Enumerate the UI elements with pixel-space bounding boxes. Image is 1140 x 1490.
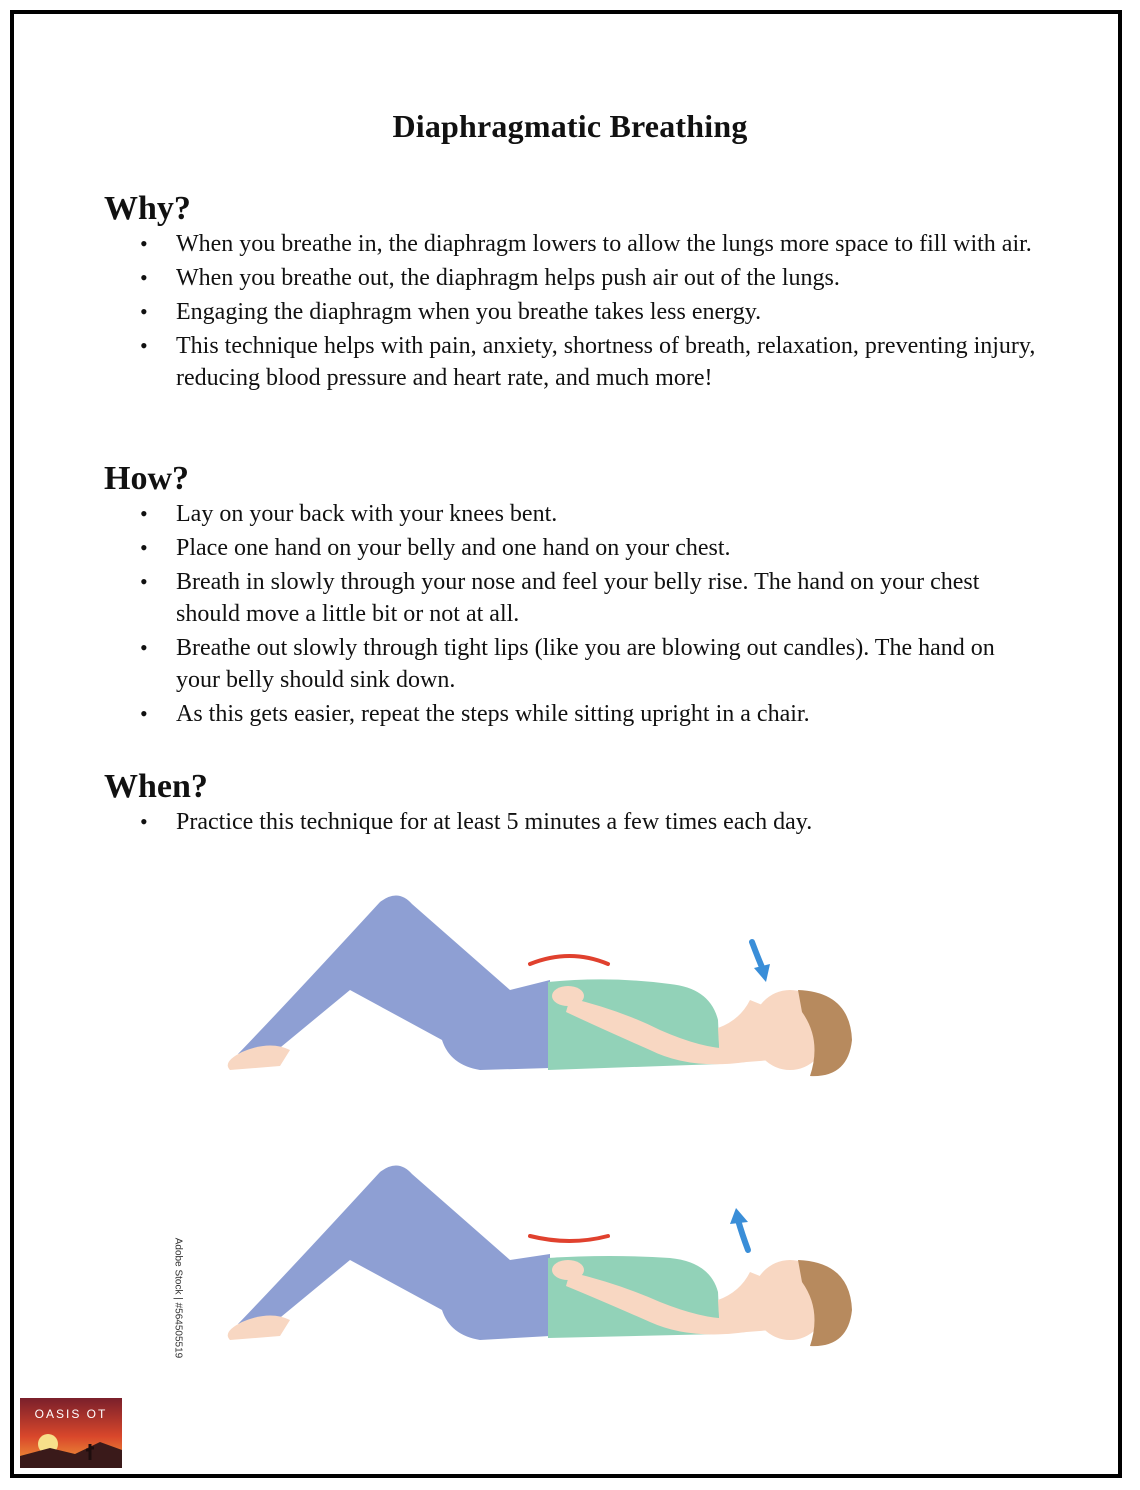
bullet-marker: • (140, 231, 148, 256)
breathe-in-illustration (150, 880, 870, 1090)
hand (552, 1260, 584, 1280)
list-item (104, 330, 1044, 394)
list-item (104, 698, 1044, 730)
section-heading: How? (104, 460, 189, 497)
foot (228, 1315, 290, 1340)
list-item (104, 632, 1044, 696)
section-heading: Why? (104, 190, 191, 227)
list-item-text: Engaging the diaphragm when you breathe takes less energy. (176, 299, 762, 325)
arrow-down-icon (752, 942, 770, 982)
bullet-marker: • (140, 635, 148, 660)
list-item-text: This technique helps with pain, anxiety, shortness of breath, relaxation, preventing injury, reducing blood pressure and heart rate, and much more! (176, 333, 1036, 391)
arrow-up-icon (730, 1208, 748, 1250)
section-heading: When? (104, 768, 208, 805)
list-item (104, 532, 1044, 564)
list-item-text: As this gets easier, repeat the steps while sitting upright in a chair. (176, 701, 810, 727)
list-item (104, 296, 1044, 328)
legs (238, 1165, 550, 1340)
bullet-marker: • (140, 333, 148, 358)
logo-text: OASIS OT (34, 1407, 108, 1421)
list-item-text: Lay on your back with your knees bent. (176, 501, 558, 527)
hand (552, 986, 584, 1006)
list-item-text: Breathe out slowly through tight lips (like you are blowing out candles). The hand on your belly should sink down. (176, 635, 995, 693)
section-why (104, 190, 1044, 396)
list-item-text: Breath in slowly through your nose and feel your belly rise. The hand on your chest should move a little bit or not at all. (176, 569, 980, 627)
bullet-marker: • (140, 299, 148, 324)
list-item (104, 566, 1044, 630)
list-item-text: When you breathe out, the diaphragm helps push air out of the lungs. (176, 265, 840, 291)
bullet-marker: • (140, 535, 148, 560)
page-title: Diaphragmatic Breathing (392, 108, 748, 144)
bullet-list (104, 806, 1044, 838)
belly-sink-arc-icon (530, 1236, 608, 1241)
section-when (104, 768, 1044, 840)
list-item (104, 806, 1044, 838)
bullet-marker: • (140, 701, 148, 726)
bullet-marker: • (140, 501, 148, 526)
bullet-marker: • (140, 809, 148, 834)
list-item (104, 262, 1044, 294)
legs (238, 895, 550, 1070)
list-item (104, 228, 1044, 260)
bullet-marker: • (140, 265, 148, 290)
bullet-marker: • (140, 569, 148, 594)
section-how (104, 460, 1044, 732)
foot (228, 1045, 290, 1070)
list-item-text: When you breathe in, the diaphragm lowers to allow the lungs more space to fill with air. (176, 231, 1032, 257)
list-item-text: Practice this technique for at least 5 minutes a few times each day. (176, 809, 813, 835)
watermark-text: Adobe Stock | #564505519 (172, 1237, 184, 1359)
list-item-text: Place one hand on your belly and one hand on your chest. (176, 535, 731, 561)
bullet-list (104, 498, 1044, 730)
list-item (104, 498, 1044, 530)
breathe-out-illustration (150, 1150, 870, 1360)
stock-watermark (168, 1208, 188, 1388)
bullet-list (104, 228, 1044, 394)
belly-rise-arc-icon (530, 956, 608, 964)
oasis-ot-logo (20, 1398, 122, 1468)
